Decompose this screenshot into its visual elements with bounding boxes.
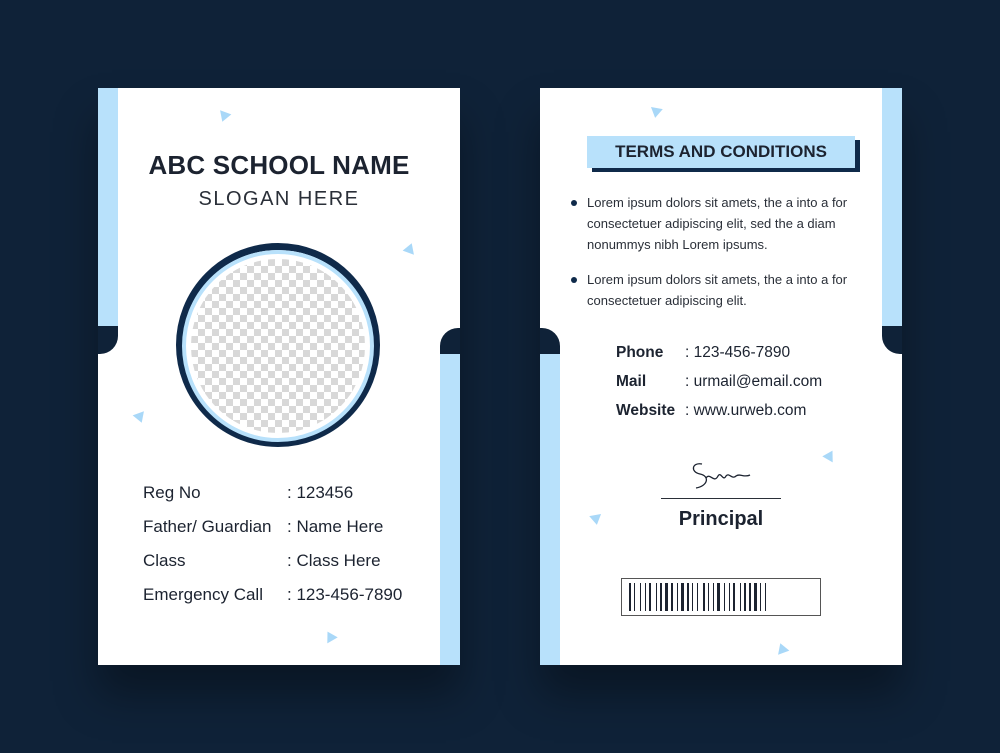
contact-value: : urmail@email.com [685, 372, 823, 390]
barcode [621, 578, 821, 616]
info-row-guardian [143, 510, 402, 544]
barcode-icon [629, 583, 813, 611]
left-accent-stripe [540, 350, 560, 665]
barcode-bar [649, 583, 651, 611]
triangle-decoration-icon [822, 448, 837, 463]
barcode-bar [629, 583, 631, 611]
info-row-emergency [143, 578, 402, 612]
triangle-decoration-icon [775, 641, 790, 655]
signature-image [688, 458, 754, 492]
barcode-bar [729, 583, 730, 611]
photo-placeholder [191, 259, 365, 433]
barcode-bar [692, 583, 693, 611]
barcode-bar [697, 583, 698, 611]
principal-label: Principal [678, 508, 764, 530]
barcode-bar [749, 583, 751, 611]
school-slogan: SLOGAN HERE [198, 188, 360, 210]
info-row-reg-no [143, 476, 402, 510]
barcode-bar [724, 583, 725, 611]
triangle-decoration-icon [649, 107, 663, 119]
barcode-bar [660, 583, 662, 611]
info-label: Emergency Call [143, 585, 263, 604]
barcode-bar [645, 583, 646, 611]
contact-row-mail [616, 367, 822, 396]
contact-label: Mail [616, 372, 647, 390]
barcode-bar [640, 583, 641, 611]
terms-item: Lorem ipsum dolors sit amets, the a into a for consectetuer adipiscing elit. [570, 269, 870, 311]
barcode-bar [708, 583, 709, 611]
barcode-bar [717, 583, 720, 611]
barcode-bar [656, 583, 657, 611]
contact-label: Website [616, 401, 676, 419]
id-card-front [98, 88, 460, 665]
contact-info [616, 338, 822, 425]
triangle-decoration-icon [217, 110, 232, 124]
info-label: Class [143, 551, 186, 570]
left-notch [98, 326, 118, 354]
triangle-decoration-icon [322, 629, 337, 644]
right-notch [882, 326, 902, 354]
barcode-bar [744, 583, 746, 611]
barcode-bar [733, 583, 735, 611]
info-label: Reg No [143, 483, 201, 502]
barcode-bar [681, 583, 684, 611]
barcode-bar [760, 583, 761, 611]
triangle-decoration-icon [403, 241, 418, 255]
barcode-bar [677, 583, 678, 611]
info-value: : Name Here [287, 517, 384, 536]
terms-title: TERMS AND CONDITIONS [587, 136, 855, 168]
barcode-bar [671, 583, 673, 611]
barcode-bar [665, 583, 668, 611]
info-label: Father/ Guardian [143, 517, 272, 536]
triangle-decoration-icon [589, 514, 603, 526]
contact-label: Phone [616, 343, 664, 361]
right-accent-stripe [440, 350, 460, 665]
info-value: : 123456 [287, 483, 354, 502]
contact-value: : 123-456-7890 [685, 343, 791, 361]
barcode-bar [754, 583, 757, 611]
contact-row-phone [616, 338, 822, 367]
contact-row-website [616, 396, 822, 425]
signature-line [661, 498, 781, 499]
right-notch [440, 328, 460, 354]
barcode-bar [703, 583, 705, 611]
left-notch [540, 328, 560, 354]
info-value: : Class Here [287, 551, 381, 570]
barcode-bar [740, 583, 741, 611]
terms-item: Lorem ipsum dolors sit amets, the a into a for consectetuer adipiscing elit, sed the a diam nonummys nibh Lorem ipsums. [570, 192, 870, 255]
info-row-class [143, 544, 402, 578]
barcode-bar [765, 583, 766, 611]
barcode-bar [687, 583, 689, 611]
student-info [143, 476, 402, 612]
school-name: ABC SCHOOL NAME [148, 150, 410, 180]
id-card-back [540, 88, 902, 665]
terms-list [570, 192, 870, 325]
barcode-bar [713, 583, 714, 611]
info-value: : 123-456-7890 [287, 585, 403, 604]
contact-value: : www.urweb.com [685, 401, 807, 419]
triangle-decoration-icon [133, 411, 148, 425]
right-accent-stripe [882, 88, 902, 326]
barcode-bar [634, 583, 635, 611]
